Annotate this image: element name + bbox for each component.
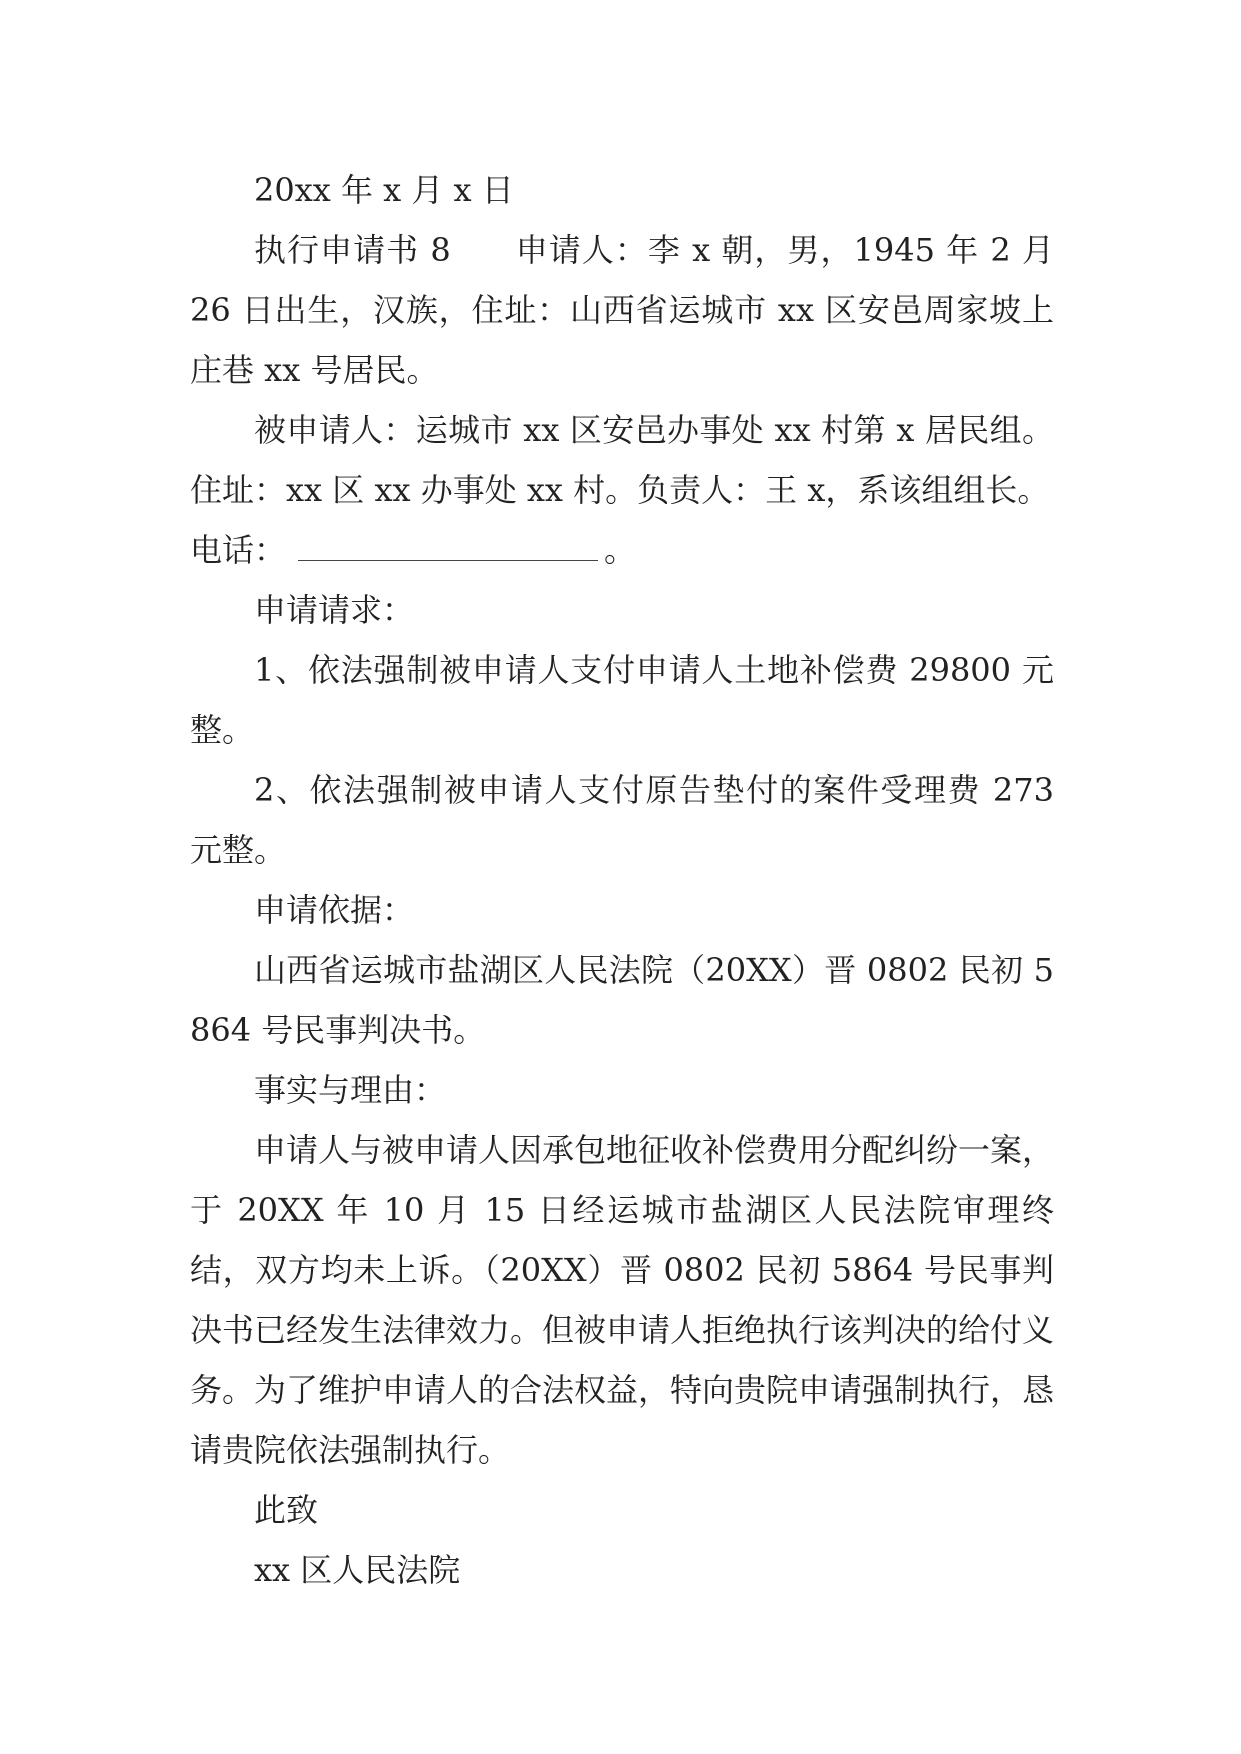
phone-blank-field [298,532,598,561]
applicant-paragraph [190,220,1054,400]
document-title: 执行申请书 8 [254,231,451,269]
request-item-2: 2、依法强制被申请人支付原告垫付的案件受理费 273 元整。 [190,771,1054,869]
facts-text: 申请人与被申请人因承包地征收补偿费用分配纠纷一案，于 20XX 年 10 月 15 日经运城市盐湖区人民法院审理终结，双方均未上诉。（20XX）晋 0802 民初 5864 号民事判决书已经发生法律效力。但被申请人拒绝执行该判决的给付义务。为了维护申请人的合法权益，特向贵院申请强制执行，恳请贵院依法强制执行。 [190,1131,1055,1469]
applicant-info: 申请人：李 x 朝，男，1945 年 2 月 26 日出生，汉族，住址：山西省运城市 xx 区安邑周家坡上庄巷 xx 号居民。 [190,231,1054,389]
date-line: 20xx 年 x 月 x 日 [254,171,514,209]
respondent-paragraph: 被申请人：运城市 xx 区安邑办事处 xx 村第 x 居民组。住址：xx 区 xx 办事处 xx 村。负责人：王 x，系该组组长。 [190,411,1054,509]
phone-label: 电话： [190,531,287,569]
basis-text: 山西省运城市盐湖区人民法院（20XX）晋 0802 民初 5864 号民事判决书。 [190,951,1054,1049]
closing-salutation: 此致 [254,1491,319,1529]
facts-heading: 事实与理由： [254,1071,447,1109]
phone-line [190,520,1054,580]
recipient-court: xx 区人民法院 [254,1551,461,1589]
requests-heading: 申请请求： [254,591,415,629]
request-item-1: 1、依法强制被申请人支付申请人土地补偿费 29800 元整。 [190,651,1054,749]
phone-end-mark: 。 [604,531,637,569]
document-body [190,160,1054,1600]
basis-heading: 申请依据： [254,891,415,929]
